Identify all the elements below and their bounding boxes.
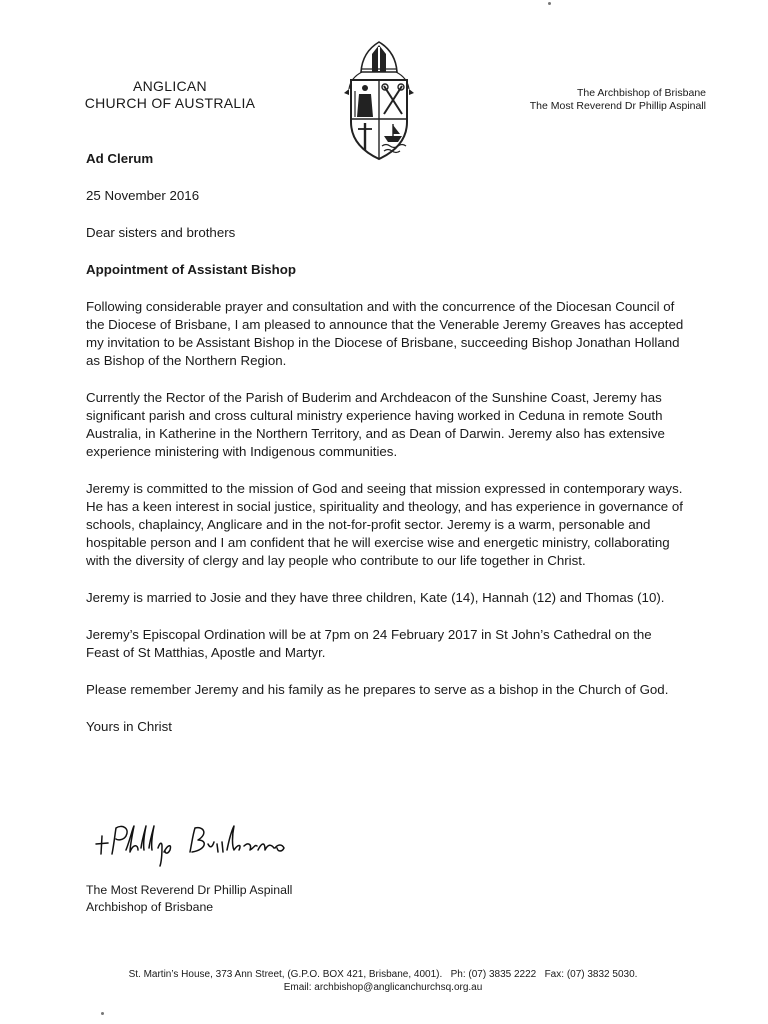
signer-title: Archbishop of Brisbane <box>86 900 214 914</box>
footer-email-line <box>60 981 706 994</box>
email-address[interactable]: archbishop@anglicanchurchsq.org.au <box>314 982 483 993</box>
office-holder: The Most Reverend Dr Phillip Aspinall <box>529 100 706 112</box>
fax-number: (07) 3832 5030. <box>566 969 638 980</box>
letter-heading: Ad Clerum <box>86 151 154 166</box>
body-paragraph: Following considerable prayer and consultation and with the concurrence of the Diocesan Council of the Diocese of Brisbane, I am pleased to announce that the Venerable Jeremy Greaves has accepted my invitation to be Assistant Bishop in the Diocese of Brisbane, succeeding Bishop Jonathan Holland as Bishop of the Northern Region. <box>86 299 684 368</box>
body-paragraph: Currently the Rector of the Parish of Buderim and Archdeacon of the Sunshine Coast, Jeremy has significant parish and cross cultural ministry experience having worked in Ceduna in remote South Australia, in Katherine in the Northern Territory, and as Dean of Darwin. Jeremy also has extensive experience ministering with Indigenous communities. <box>86 390 665 459</box>
footer-address: St. Martin’s House, 373 Ann Street, (G.P.O. BOX 421, Brisbane, 4001). <box>128 969 443 980</box>
fax-label: Fax: <box>544 969 565 980</box>
phone-label: Ph: <box>450 969 466 980</box>
body-paragraph: Jeremy is committed to the mission of God and seeing that mission expressed in contemporary ways. He has a keen interest in social justice, spirituality and theology, and has experience in governance of schools, chaplaincy, Anglicare and in the not-for-profit sector. Jeremy is a warm, personable and hospitable person and I am confident that he will exercise wise and energetic ministry, collaborating with the diversity of clergy and lay people who contribute to our life together in Christ. <box>86 481 683 568</box>
letter-subject: Appointment of Assistant Bishop <box>86 262 297 277</box>
scan-speck <box>101 1012 104 1015</box>
body-paragraph: Jeremy is married to Josie and they have three children, Kate (14), Hannah (12) and Thomas (10). <box>86 590 665 605</box>
diocesan-crest-icon <box>338 40 420 162</box>
signer-name: The Most Reverend Dr Phillip Aspinall <box>86 883 293 897</box>
organisation-name <box>60 78 280 112</box>
body-paragraph: Jeremy’s Episcopal Ordination will be at 7pm on 24 February 2017 in St John’s Cathedral on the Feast of St Matthias, Apostle and Martyr. <box>86 627 652 660</box>
office-title: The Archbishop of Brisbane <box>577 87 706 99</box>
salutation: Dear sisters and brothers <box>86 225 236 240</box>
letter-date: 25 November 2016 <box>86 188 200 203</box>
signer-block <box>86 882 292 916</box>
organisation-line-1: ANGLICAN <box>133 78 207 94</box>
footer-contact-line <box>60 968 706 981</box>
body-paragraph: Please remember Jeremy and his family as he prepares to serve as a bishop in the Church of God. <box>86 682 669 697</box>
office-block <box>470 87 706 113</box>
handwritten-signature <box>92 814 292 874</box>
phone-number: (07) 3835 2222 <box>468 969 537 980</box>
scan-speck <box>548 2 551 5</box>
organisation-line-2: CHURCH OF AUSTRALIA <box>84 95 256 111</box>
closing: Yours in Christ <box>86 719 172 734</box>
letter-body <box>86 150 686 755</box>
letter-footer <box>60 968 706 994</box>
email-label: Email: <box>283 982 312 993</box>
